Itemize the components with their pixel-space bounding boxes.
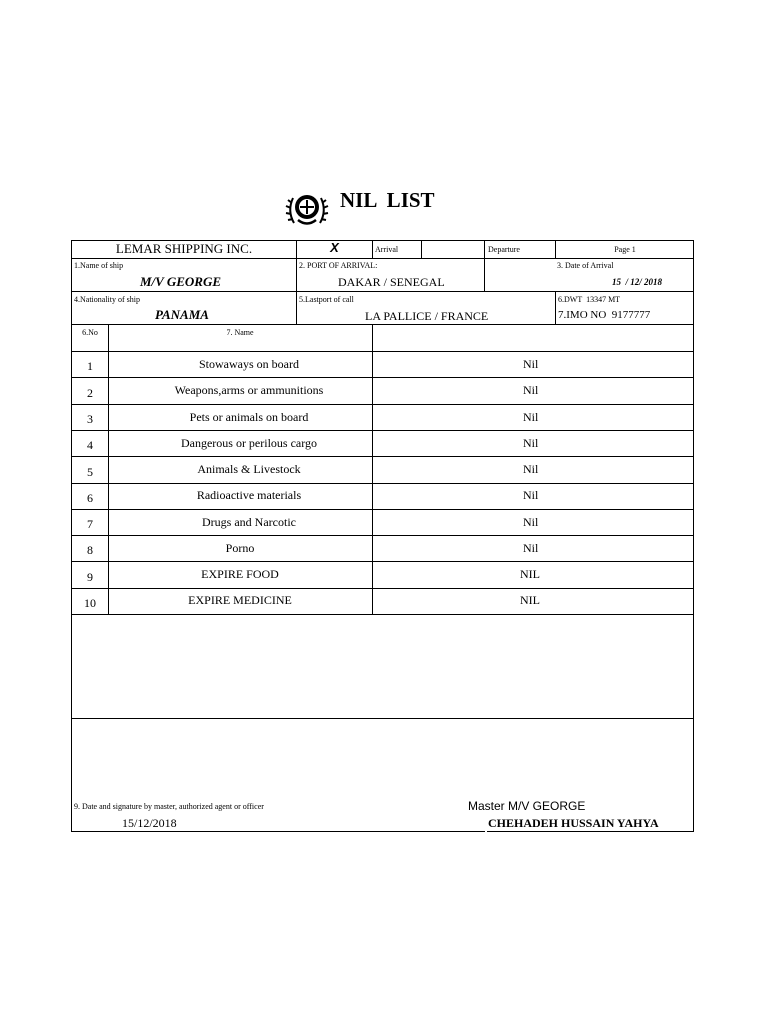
rule [71, 430, 694, 431]
arrival-label: Arrival [375, 245, 399, 254]
rule [421, 240, 422, 258]
row-value: NIL [520, 593, 540, 607]
row-value: Nil [523, 488, 539, 502]
row-value: Nil [523, 462, 539, 476]
master-name: CHEHADEH HUSSAIN YAHYA [488, 816, 659, 830]
lastport-label: 5.Lastport of call [299, 295, 354, 304]
row-number: 5 [87, 465, 93, 479]
rule [71, 561, 694, 562]
column-header-no: 6.No [82, 328, 98, 337]
rule [71, 718, 694, 719]
rule [555, 291, 556, 324]
signature-label: 9. Date and signature by master, authorized agent or officer [74, 802, 264, 811]
imo-number: 7.IMO NO 9177777 [558, 309, 651, 321]
row-value: Nil [523, 357, 539, 371]
departure-label: Departure [488, 245, 520, 254]
rule [487, 831, 694, 832]
rule [71, 258, 694, 259]
lastport-value: LA PALLICE / FRANCE [365, 309, 489, 323]
company-name: LEMAR SHIPPING INC. [115, 241, 253, 256]
row-value: Nil [523, 515, 539, 529]
document-title: NIL LIST [340, 188, 435, 212]
signature-date: 15/12/2018 [122, 816, 177, 830]
row-number: 7 [87, 517, 93, 531]
nationality-label: 4.Nationality of ship [74, 295, 140, 304]
master-title: Master M/V GEORGE [468, 799, 586, 813]
imo-emblem-icon [284, 187, 330, 233]
rule [71, 377, 694, 378]
arrival-mark: X [330, 240, 339, 255]
rule [484, 240, 485, 291]
row-value: NIL [520, 567, 540, 581]
rule [71, 404, 694, 405]
rule [71, 324, 694, 325]
row-number: 10 [84, 596, 96, 610]
rule [71, 588, 694, 589]
rule [71, 509, 694, 510]
rule [71, 535, 694, 536]
row-number: 2 [87, 386, 93, 400]
row-name: Pets or animals on board [189, 410, 309, 424]
rule [71, 831, 485, 832]
row-name: EXPIRE MEDICINE [188, 593, 292, 607]
ship-name-value: M/V GEORGE [140, 274, 222, 289]
row-value: Nil [523, 410, 539, 424]
row-name: Weapons,arms or ammunitions [174, 383, 324, 397]
nationality-value: PANAMA [155, 307, 209, 322]
row-name: Dangerous or perilous cargo [180, 436, 318, 450]
row-name: Stowaways on board [199, 357, 299, 371]
rule [71, 614, 694, 615]
arrival-date-label: 3. Date of Arrival [557, 261, 614, 270]
row-name: Drugs and Narcotic [202, 515, 296, 529]
rule [71, 456, 694, 457]
row-name: Radioactive materials [196, 488, 302, 502]
page-number: Page 1 [614, 245, 636, 254]
row-number: 8 [87, 543, 93, 557]
rule [71, 483, 694, 484]
port-label: 2. PORT OF ARRIVAL: [299, 261, 378, 270]
dwt-value: 6.DWT 13347 MT [558, 295, 621, 304]
row-value: Nil [523, 436, 539, 450]
column-header-name: 7. Name [226, 328, 254, 337]
row-number: 3 [87, 412, 93, 426]
row-value: Nil [523, 383, 539, 397]
port-value: DAKAR / SENEGAL [338, 275, 445, 289]
arrival-date-value: 15 / 12/ 2018 [611, 277, 662, 287]
row-value: Nil [523, 541, 539, 555]
rule [71, 351, 694, 352]
row-number: 6 [87, 491, 93, 505]
row-name: Porno [225, 541, 255, 555]
rule [372, 240, 373, 258]
row-number: 4 [87, 438, 93, 452]
row-number: 1 [87, 359, 93, 373]
row-name: Animals & Livestock [197, 462, 301, 476]
row-number: 9 [87, 570, 93, 584]
rule [71, 291, 694, 292]
ship-name-label: 1.Name of ship [74, 261, 124, 270]
row-name: EXPIRE FOOD [201, 567, 279, 581]
